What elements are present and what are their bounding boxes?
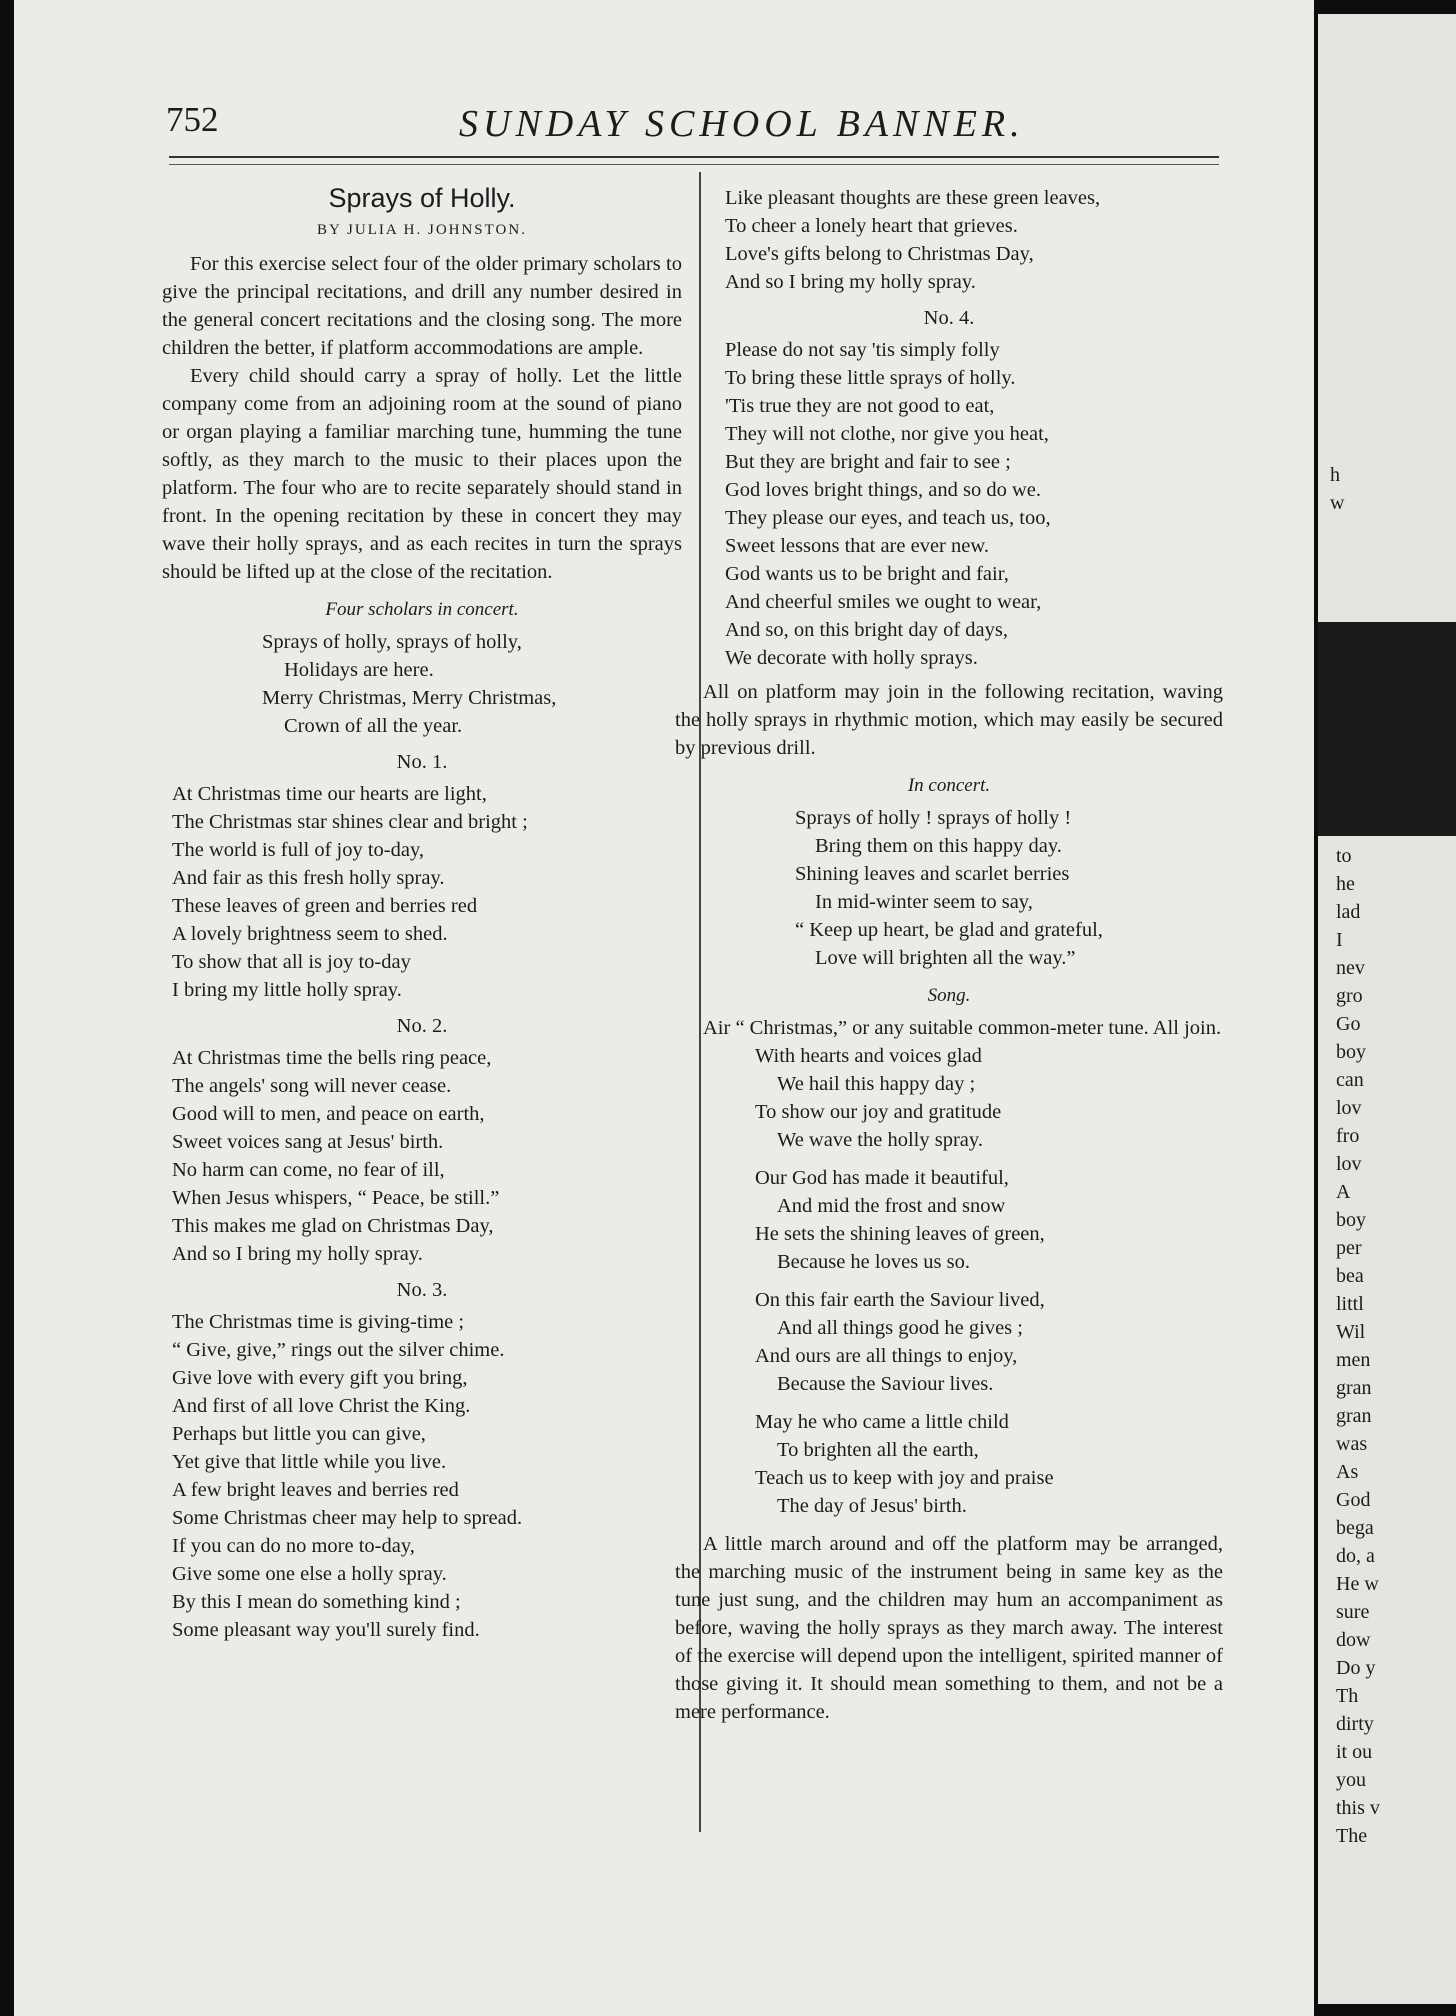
verse-line: By this I mean do something kind ; [172,1591,461,1613]
verse-line: Sprays of holly, sprays of holly, [262,631,522,653]
verse-line: Yet give that little while you live. [172,1451,447,1473]
fragment-line: sure [1336,1601,1370,1623]
verse-line: To bring these little sprays of holly. [725,367,1016,389]
verse-line: “ Give, give,” rings out the silver chime. [172,1339,505,1361]
verse-line: Holidays are here. [284,659,434,681]
fragment-line: God [1336,1489,1371,1511]
verse-line: Shining leaves and scarlet berries [795,863,1070,885]
page-number: 752 [166,100,219,139]
verse-line: Perhaps but little you can give, [172,1423,426,1445]
verse-line: Crown of all the year. [284,715,463,737]
verse-line: Please do not say 'tis simply folly [725,339,1000,361]
platform-paragraph: All on platform may join in the following recitation, waving the holly sprays in rhythmic motion, which may easily be secured by previous drill. [675,681,1223,759]
verse-line: “ Keep up heart, be glad and grateful, [795,919,1103,941]
verse-line: Sprays of holly ! sprays of holly ! [795,807,1072,829]
no2-label: No. 2. [396,1015,448,1037]
verse-line: Sweet lessons that are ever new. [725,535,989,557]
verse-line: If you can do no more to-day, [172,1535,415,1557]
verse-line: God wants us to be bright and fair, [725,563,1009,585]
song-intro: Air “ Christmas,” or any suitable common-meter tune. All join. [703,1017,1222,1039]
fragment-line: Wil [1336,1321,1366,1343]
verse-line: Love's gifts belong to Christmas Day, [725,243,1034,265]
verse-line: No harm can come, no fear of ill, [172,1159,445,1181]
verse-line: They please our eyes, and teach us, too, [725,507,1051,529]
verse-line: He sets the shining leaves of green, [755,1223,1045,1245]
fragment-line: bea [1336,1265,1364,1287]
right-column [675,184,1223,1726]
verse-line: May he who came a little child [755,1411,1009,1433]
song-stanza-1 [675,1042,1223,1154]
fragment-line: do, a [1336,1545,1375,1567]
verse-line: In mid-winter seem to say, [815,891,1033,913]
verse-line: And cheerful smiles we ought to wear, [725,591,1042,613]
verse-line: At Christmas time the bells ring peace, [172,1047,492,1069]
fragment-line: As [1336,1461,1359,1483]
article-title: Sprays of Holly. [328,183,516,213]
no1-label: No. 1. [396,751,448,773]
verse-line: This makes me glad on Christmas Day, [172,1215,494,1237]
fragment-line: was [1336,1433,1368,1455]
fragment-line: I [1336,929,1343,951]
fragment-line: lov [1336,1097,1362,1119]
verse-line: To brighten all the earth, [777,1439,979,1461]
verse-line: Give some one else a holly spray. [172,1563,447,1585]
fragment-column [1336,842,1456,1850]
fragment-text: w [1330,492,1345,514]
dark-illustration-block [1318,622,1456,836]
verse-line: Merry Christmas, Merry Christmas, [262,687,557,709]
verse-line: The Christmas star shines clear and bright ; [172,811,528,833]
verse-line: I bring my little holly spray. [172,979,402,1001]
fragment-text: h [1330,464,1340,486]
verse-line: God loves bright things, and so do we. [725,479,1042,501]
fragment-line: Do y [1336,1657,1376,1679]
fragment-line: it ou [1336,1741,1373,1763]
running-title: SUNDAY SCHOOL BANNER. [459,103,1025,145]
fragment-line: boy [1336,1209,1366,1231]
in-concert-heading: In concert. [907,775,991,796]
verse-line: And first of all love Christ the King. [172,1395,471,1417]
fragment-line: He w [1336,1573,1379,1595]
verse-line: We hail this happy day ; [777,1073,976,1095]
fragment-line: lad [1336,901,1361,923]
verse-line: On this fair earth the Saviour lived, [755,1289,1045,1311]
fragment-line: this v [1336,1797,1380,1819]
verse-line: The world is full of joy to-day, [172,839,425,861]
no3-label: No. 3. [396,1279,448,1301]
no4-label: No. 4. [923,307,975,329]
song-stanza-2 [675,1164,1223,1276]
verse-line: Because he loves us so. [777,1251,970,1273]
verse-line: To cheer a lonely heart that grieves. [725,215,1018,237]
verse-line: With hearts and voices glad [755,1045,982,1067]
verse-line: And so I bring my holly spray. [172,1243,423,1265]
verse-line: Sweet voices sang at Jesus' birth. [172,1131,444,1153]
verse-line: We wave the holly spray. [777,1129,983,1151]
verse-line: They will not clothe, nor give you heat, [725,423,1049,445]
fragment-line: per [1336,1237,1362,1259]
fragment-line: dirty [1336,1713,1374,1735]
fragment-line: The [1336,1825,1368,1847]
verse-line: The day of Jesus' birth. [777,1495,967,1517]
fragment-line: boy [1336,1041,1366,1063]
verse-line: Some pleasant way you'll surely find. [172,1619,480,1641]
concert-verse [162,628,682,740]
verse-line: Teach us to keep with joy and praise [755,1467,1054,1489]
in-concert-verse [675,804,1223,972]
verse-line: A few bright leaves and berries red [172,1479,459,1501]
no3-verse [162,1308,682,1644]
fragment-line: gro [1336,985,1363,1007]
fragment-line: littl [1336,1293,1364,1315]
closing-paragraph: A little march around and off the platform may be arranged, the marching music of the instrument being in same key as the tune just sung, and the children may hum an accompaniment as before, waving the holly sprays as they march away. The interest of the exercise will depend upon the intelligent, spirited manner of those giving it. It should mean something to them, and not be a mere performance. [675,1533,1223,1723]
fragment-line: Go [1336,1013,1361,1035]
no2-verse [162,1044,682,1268]
verse-line: And fair as this fresh holly spray. [172,867,445,889]
fragment-line: lov [1336,1153,1362,1175]
header-rule [169,156,1219,158]
fragment-line: you [1336,1769,1366,1791]
fragment-line: can [1336,1069,1364,1091]
verse-line: 'Tis true they are not good to eat, [725,395,995,417]
fragment-line: Th [1336,1685,1359,1707]
fragment-line: he [1336,873,1355,895]
verse-line: And so I bring my holly spray. [725,271,976,293]
verse-line: These leaves of green and berries red [172,895,478,917]
left-column [162,184,682,1650]
fragment-line: fro [1336,1125,1360,1147]
verse-line: To show that all is joy to-day [172,951,411,973]
verse-line: A lovely brightness seem to shed. [172,923,448,945]
intro-paragraph-1: For this exercise select four of the older primary scholars to give the principal recitations, and drill any number desired in the general concert recitations and the closing song. The more children the better, if platform accommodations are ample. [162,253,682,359]
verse-line: Because the Saviour lives. [777,1373,994,1395]
byline: BY JULIA H. JOHNSTON. [317,222,527,238]
verse-line: And mid the frost and snow [777,1195,1006,1217]
verse-line: Our God has made it beautiful, [755,1167,1009,1189]
song-stanza-3 [675,1286,1223,1398]
verse-line: Give love with every gift you bring, [172,1367,468,1389]
song-stanza-4 [675,1408,1223,1520]
fragment-line: gran [1336,1377,1372,1399]
verse-line: And ours are all things to enjoy, [755,1345,1018,1367]
concert-heading: Four scholars in concert. [325,599,519,620]
header-rule-thin [169,164,1219,165]
verse-line: But they are bright and fair to see ; [725,451,1011,473]
verse-line: We decorate with holly sprays. [725,647,978,669]
verse-line: Love will brighten all the way.” [815,947,1076,969]
verse-line: At Christmas time our hearts are light, [172,783,487,805]
verse-line: Bring them on this happy day. [815,835,1062,857]
fragment-line: dow [1336,1629,1371,1651]
intro-paragraph-2: Every child should carry a spray of holly. Let the little company come from an adjoining room at the sound of piano or organ playing a familiar marching tune, humming the tune softly, as they march to the music to their places upon the platform. The four who are to recite separately should stand in front. In the opening recitation by these in concert they may wave their holly sprays, and as each recites in turn the sprays should be lifted up at the close of the recitation. [162,365,682,583]
adjacent-page-edge [1318,14,1456,2004]
no1-verse [162,780,682,1004]
song-heading: Song. [927,985,971,1006]
fragment-line: to [1336,845,1352,867]
verse-line: The angels' song will never cease. [172,1075,452,1097]
fragment-line: nev [1336,957,1365,979]
verse-line: And so, on this bright day of days, [725,619,1008,641]
verse-line: The Christmas time is giving-time ; [172,1311,465,1333]
verse-line: Like pleasant thoughts are these green leaves, [725,187,1101,209]
verse-line: Some Christmas cheer may help to spread. [172,1507,523,1529]
verse-line: And all things good he gives ; [777,1317,1023,1339]
verse-line: When Jesus whispers, “ Peace, be still.” [172,1187,500,1209]
fragment-line: gran [1336,1405,1372,1427]
no3-verse-continued [675,184,1223,296]
fragment-line: men [1336,1349,1371,1371]
fragment-line: A [1336,1181,1351,1203]
verse-line: To show our joy and gratitude [755,1101,1002,1123]
fragment-line: bega [1336,1517,1374,1539]
verse-line: Good will to men, and peace on earth, [172,1103,485,1125]
no4-verse [675,336,1223,672]
